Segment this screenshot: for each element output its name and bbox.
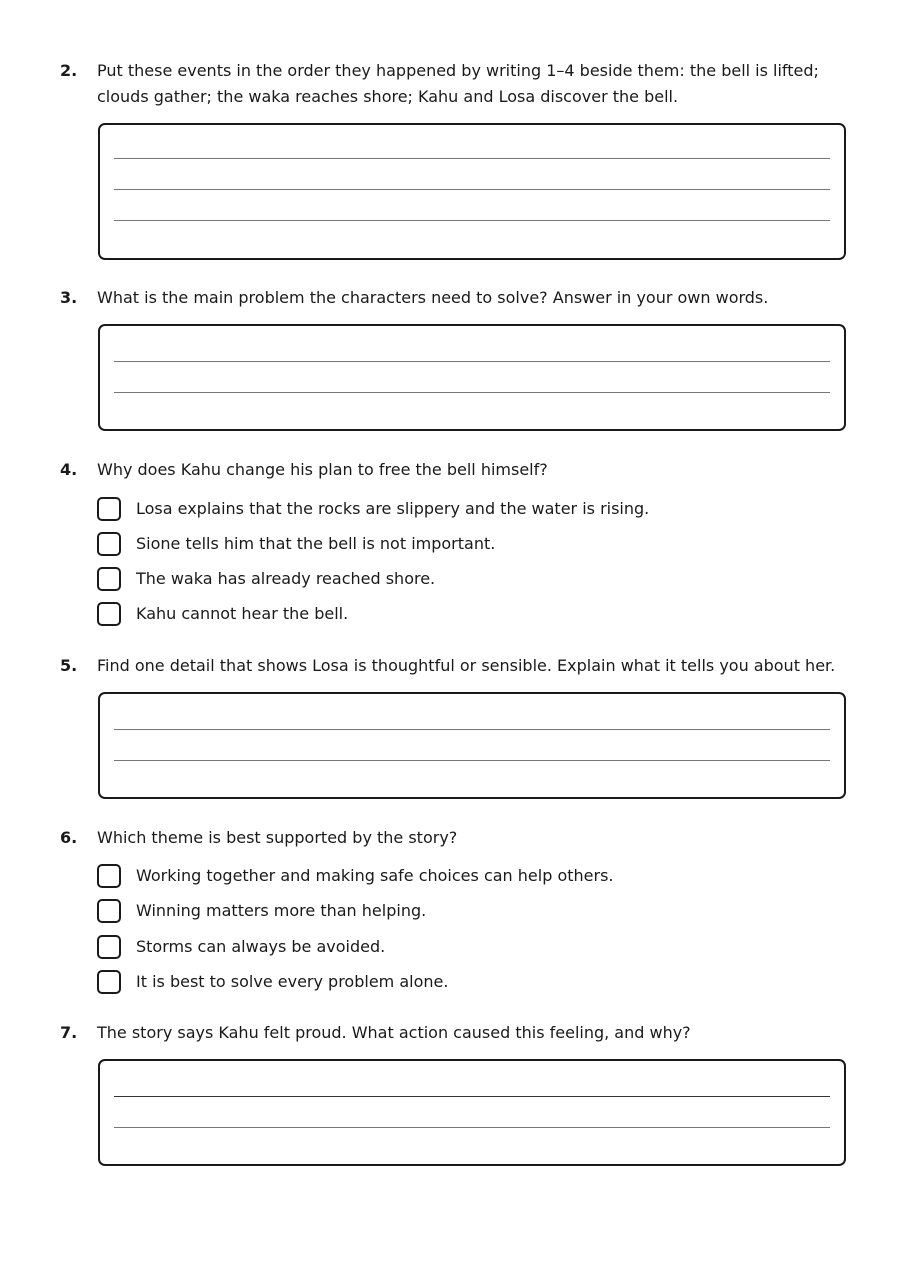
choice-label: Storms can always be avoided. xyxy=(136,937,386,956)
choice-label: It is best to solve every problem alone. xyxy=(136,972,449,991)
choice-q4-c[interactable] xyxy=(97,567,857,595)
question-text: Put these events in the order they happened by writing 1–4 beside them: the bell is lifted; clouds gather; the waka reaches shore; Kahu and Losa discover the bell. xyxy=(97,61,819,106)
writing-line xyxy=(114,220,830,221)
checkbox[interactable] xyxy=(97,602,121,626)
choice-label: The waka has already reached shore. xyxy=(136,569,436,588)
question-text: The story says Kahu felt proud. What action caused this feeling, and why? xyxy=(97,1023,691,1042)
choice-label: Kahu cannot hear the bell. xyxy=(136,604,349,623)
writing-line xyxy=(114,189,830,190)
question-number: 4. xyxy=(60,460,78,479)
writing-line xyxy=(114,1096,830,1097)
checkbox[interactable] xyxy=(97,864,121,888)
choice-label: Sione tells him that the bell is not important. xyxy=(136,534,496,553)
checkbox[interactable] xyxy=(97,899,121,923)
question-text: What is the main problem the characters need to solve? Answer in your own words. xyxy=(97,288,769,307)
question-number: 7. xyxy=(60,1023,78,1042)
choice-label: Winning matters more than helping. xyxy=(136,901,427,920)
question-text: Why does Kahu change his plan to free the bell himself? xyxy=(97,460,548,479)
choice-q6-b[interactable] xyxy=(97,899,857,927)
checkbox[interactable] xyxy=(97,497,121,521)
writing-line xyxy=(114,1127,830,1128)
answer-box-q3[interactable] xyxy=(98,324,846,431)
question-number: 5. xyxy=(60,656,78,675)
choice-q4-a[interactable] xyxy=(97,497,857,525)
choice-label: Losa explains that the rocks are slippery and the water is rising. xyxy=(136,499,650,518)
checkbox[interactable] xyxy=(97,970,121,994)
answer-box-q7[interactable] xyxy=(98,1059,846,1166)
question-number: 2. xyxy=(60,61,78,80)
question-text: Which theme is best supported by the story? xyxy=(97,828,458,847)
checkbox[interactable] xyxy=(97,567,121,591)
writing-line xyxy=(114,729,830,730)
choice-label: Working together and making safe choices can help others. xyxy=(136,866,614,885)
writing-line xyxy=(114,392,830,393)
writing-line xyxy=(114,158,830,159)
answer-box-q2[interactable] xyxy=(98,123,846,260)
question-number: 6. xyxy=(60,828,78,847)
checkbox[interactable] xyxy=(97,532,121,556)
choice-q4-b[interactable] xyxy=(97,532,857,560)
writing-line xyxy=(114,760,830,761)
question-number: 3. xyxy=(60,288,78,307)
choice-q4-d[interactable] xyxy=(97,602,857,630)
choice-q6-d[interactable] xyxy=(97,970,857,998)
answer-box-q5[interactable] xyxy=(98,692,846,799)
question-text: Find one detail that shows Losa is thoughtful or sensible. Explain what it tells you about her. xyxy=(97,656,836,675)
choice-q6-c[interactable] xyxy=(97,935,857,963)
writing-line xyxy=(114,361,830,362)
choice-q6-a[interactable] xyxy=(97,864,857,892)
checkbox[interactable] xyxy=(97,935,121,959)
